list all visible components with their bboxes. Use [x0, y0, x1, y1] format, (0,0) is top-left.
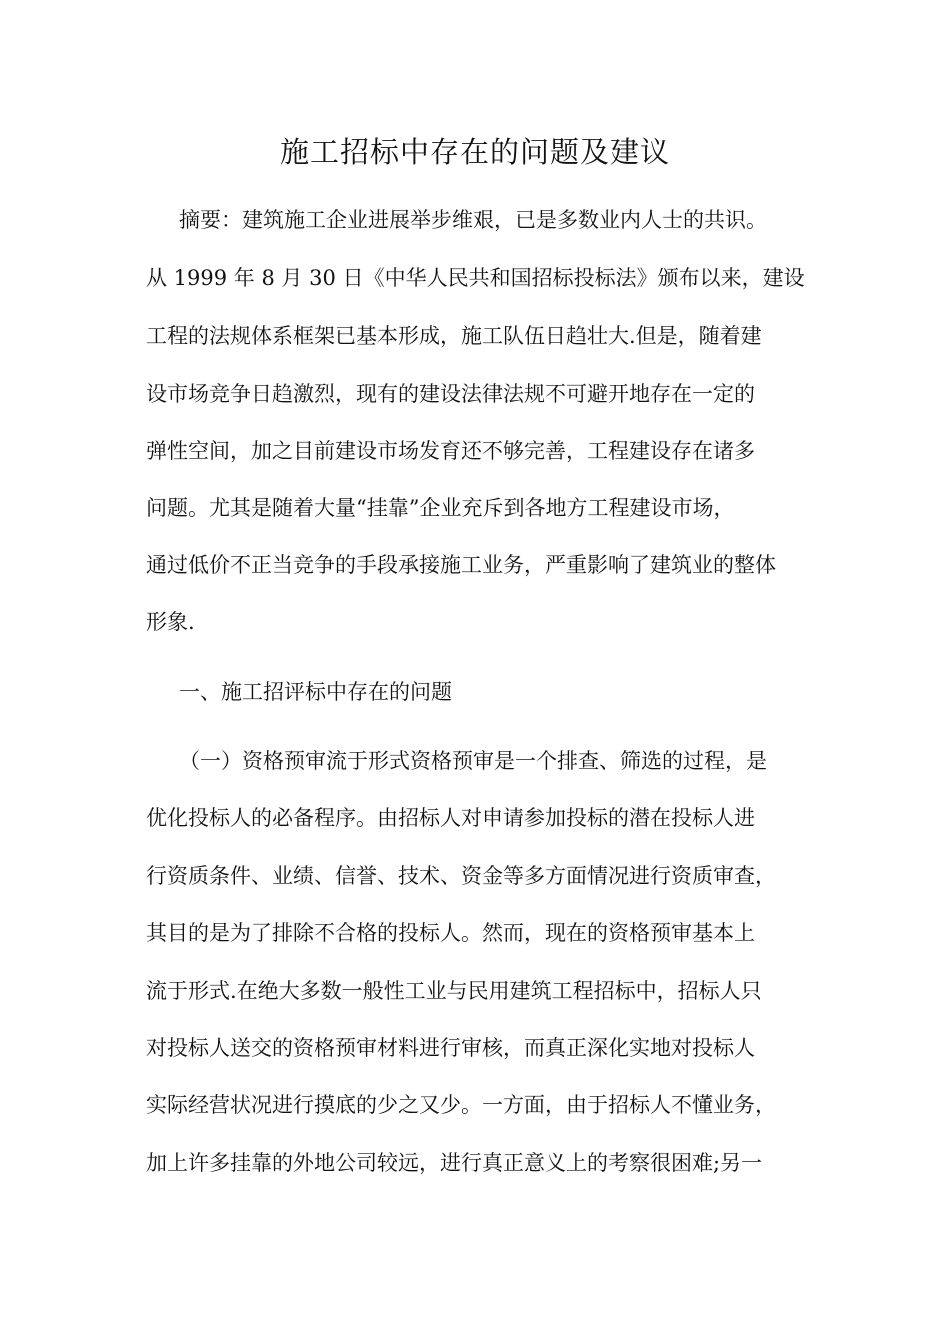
abstract-line-5: 弹性空间，加之目前建设市场发育还不够完善，工程建设存在诸多 [146, 439, 755, 463]
body-line-7: 实际经营状况进行摸底的少之又少。一方面，由于招标人不懂业务， [146, 1093, 776, 1117]
abstract-line-7: 通过低价不正当竞争的手段承接施工业务，严重影响了建筑业的整体 [146, 553, 776, 577]
abstract-line-8: 形象. [146, 610, 195, 634]
abstract-line-2: 从 1999 年 8 月 30 日《中华人民共和国招标投标法》颁布以来，建设 [146, 266, 805, 290]
body-line-5: 流于形式.在绝大多数一般性工业与民用建筑工程招标中，招标人只 [146, 979, 762, 1003]
body-line-2: 优化投标人的必备程序。由招标人对申请参加投标的潜在投标人进 [146, 806, 755, 830]
body-line-4: 其目的是为了排除不合格的投标人。然而，现在的资格预审基本上 [146, 921, 755, 945]
body-line-8: 加上许多挂靠的外地公司较远，进行真正意义上的考察很困难;另一 [146, 1151, 763, 1175]
abstract-line-3: 工程的法规体系框架已基本形成，施工队伍日趋壮大.但是，随着建 [146, 324, 762, 348]
body-line-3: 行资质条件、业绩、信誉、技术、资金等多方面情况进行资质审查， [146, 864, 776, 888]
abstract-line-1: 摘要：建筑施工企业进展举步维艰，已是多数业内人士的共识。 [179, 208, 767, 232]
body-line-6: 对投标人送交的资格预审材料进行审核，而真正深化实地对投标人 [146, 1036, 755, 1060]
abstract-line-4: 设市场竞争日趋激烈，现有的建设法律法规不可避开地存在一定的 [146, 382, 755, 406]
section-heading-1: 一、施工招评标中存在的问题 [179, 680, 452, 704]
body-line-1: （一）资格预审流于形式资格预审是一个排查、筛选的过程，是 [179, 749, 767, 773]
document-title: 施工招标中存在的问题及建议 [279, 135, 670, 169]
abstract-line-6: 问题。尤其是随着大量“挂靠”企业充斥到各地方工程建设市场， [146, 496, 735, 520]
